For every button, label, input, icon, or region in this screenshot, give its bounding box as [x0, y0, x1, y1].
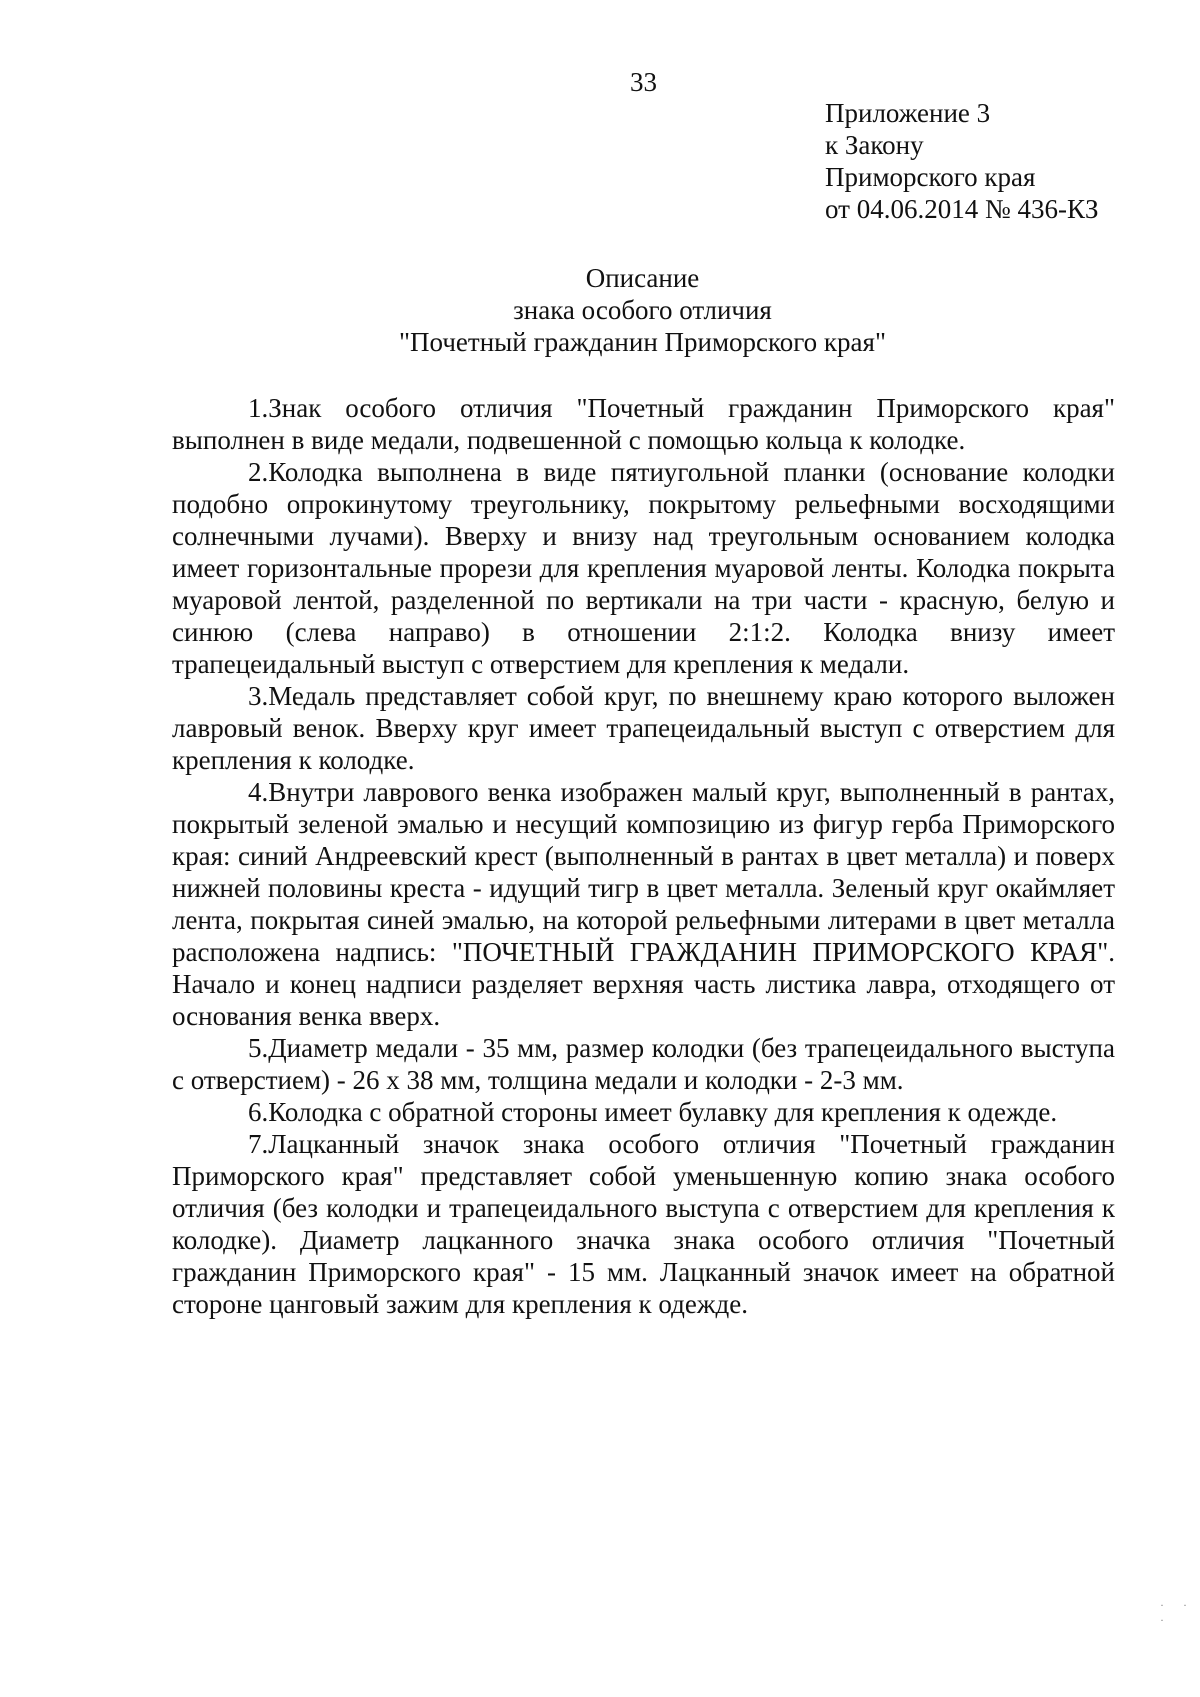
- title-line: "Почетный гражданин Приморского края": [399, 327, 886, 357]
- paragraph: 2.Колодка выполнена в виде пятиугольной планки (основание колодки подобно опрокинутому треугольнику, покрытому рельефными восходящими солнечными лучами). Вверху и внизу над треугольным основанием колодка имеет горизонтальные прорези для крепления муаровой ленты. Колодка покрыта муаровой лентой, разделенной по вертикали на три части - красную, белую и синюю (слева направо) в отношении 2:1:2. Колодка внизу имеет трапецеидальный выступ с отверстием для крепления к медали.: [172, 457, 1115, 679]
- paragraph: 4.Внутри лаврового венка изображен малый круг, выполненный в рантах, покрытый зеленой эмалью и несущий композицию из фигур герба Приморского края: синий Андреевский крест (выполненный в рантах в цвет металла) и поверх нижней половины креста - идущий тигр в цвет металла. Зеленый круг окаймляет лента, покрытая синей эмалью, на которой рельефными литерами в цвет металла расположена надпись: "ПОЧЕТНЫЙ ГРАЖДАНИН ПРИМОРСКОГО КРАЯ". Начало и конец надписи разделяет верхняя часть листика лавра, отходящего от основания венка вверх.: [172, 777, 1115, 1031]
- attachment-line: Приложение 3: [825, 98, 991, 128]
- paragraph: 5.Диаметр медали - 35 мм, размер колодки (без трапецеидального выступа с отверстием) - 26 х 38 мм, толщина медали и колодки - 2-3 мм.: [172, 1033, 1115, 1095]
- attachment-line: к Закону: [825, 130, 924, 160]
- title-line: знака особого отличия: [513, 295, 772, 325]
- scan-specks: · · ·: [1160, 1598, 1195, 1627]
- paragraph: 1.Знак особого отличия "Почетный гражданин Приморского края" выполнен в виде медали, подвешенной с помощью кольца к колодке.: [172, 393, 1115, 455]
- attachment-line: Приморского края: [825, 162, 1036, 192]
- attachment-line: от 04.06.2014 № 436-КЗ: [825, 194, 1099, 224]
- paragraph: 7.Лацканный значок знака особого отличия "Почетный гражданин Приморского края" представляет собой уменьшенную копию знака особого отличия (без колодки и трапецеидального выступа с отверстием для крепления к колодке). Диаметр лацканного значка знака особого отличия "Почетный гражданин Приморского края" - 15 мм. Лацканный значок имеет на обратной стороне цанговый зажим для крепления к одежде.: [172, 1129, 1115, 1319]
- attachment-reference: [825, 97, 1098, 225]
- paragraph: 6.Колодка с обратной стороны имеет булавку для крепления к одежде.: [248, 1097, 1058, 1127]
- title-line: Описание: [585, 263, 700, 293]
- paragraph: 3.Медаль представляет собой круг, по внешнему краю которого выложен лавровый венок. Вверху круг имеет трапецеидальный выступ с отверстием для крепления к колодке.: [172, 681, 1115, 775]
- document-title: [170, 262, 1115, 358]
- document-body: [172, 392, 1115, 1320]
- page-number: 33: [630, 67, 657, 97]
